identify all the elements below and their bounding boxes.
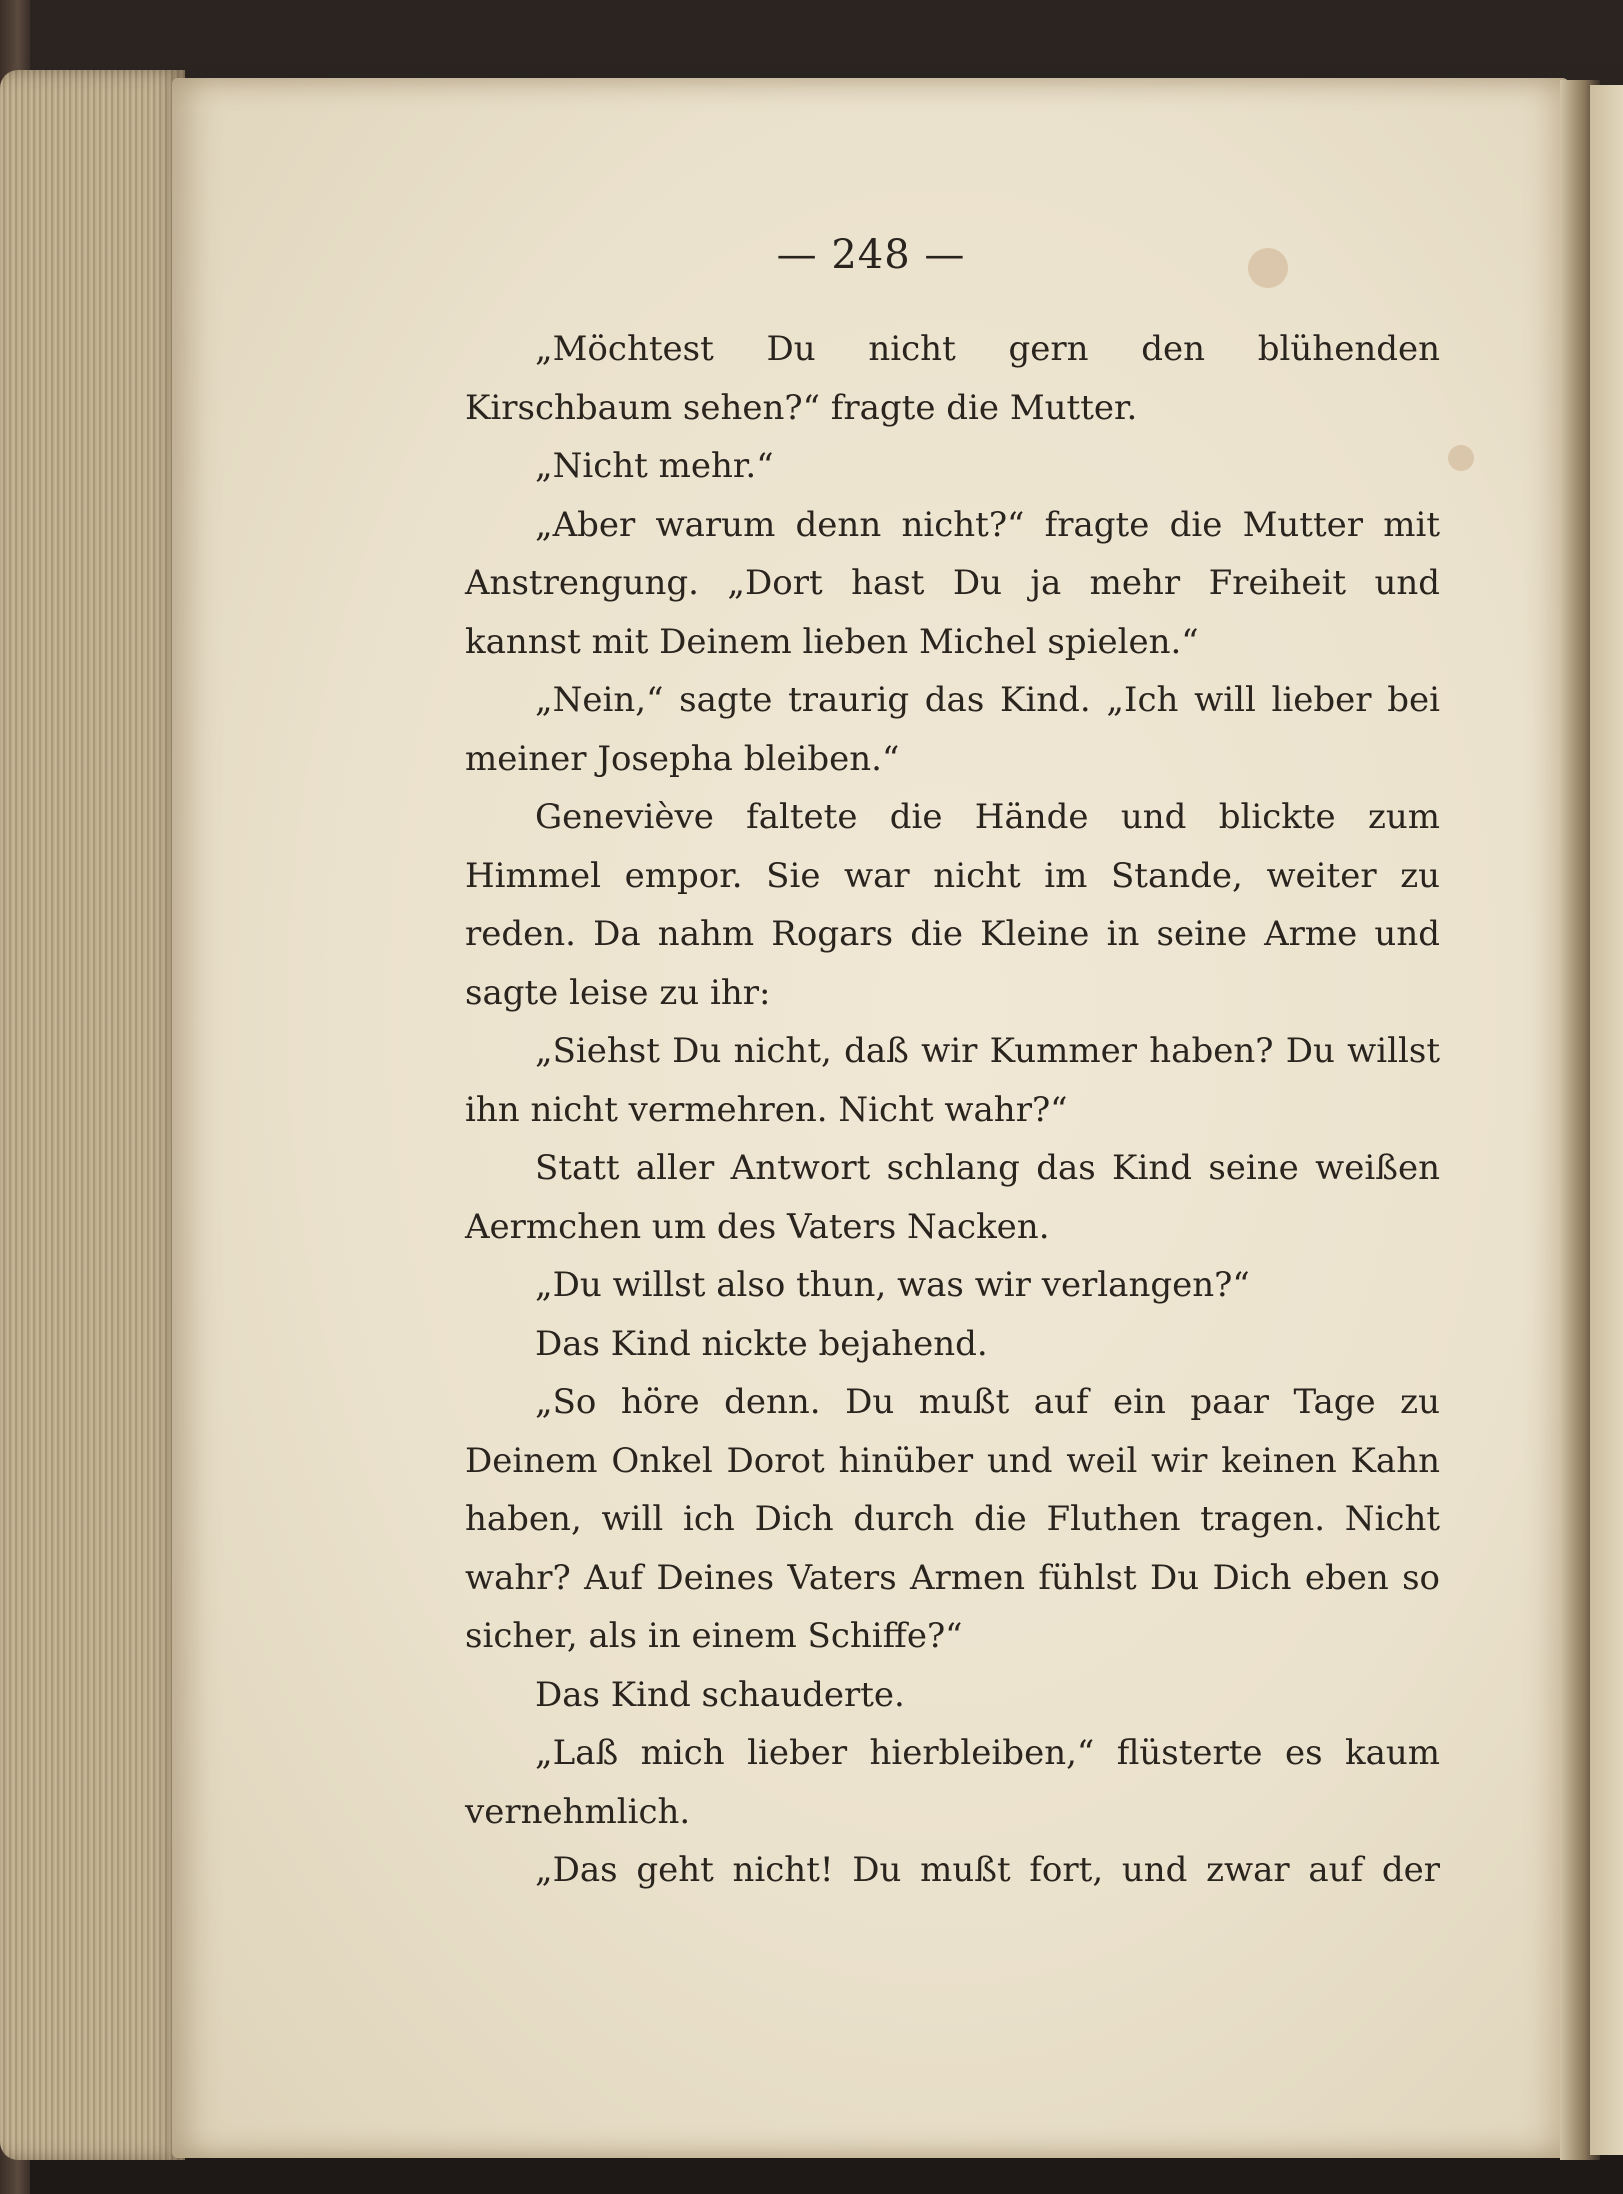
paragraph: Geneviève faltete die Hände und blickte zum Himmel empor. Sie war nicht im Stande, weiter zu reden. Da nahm Rogars die Kleine in seine Arme und sagte leise zu ihr: xyxy=(465,797,1440,1013)
facing-page-edge xyxy=(1590,85,1623,2155)
paragraph: „Nein,“ sagte traurig das Kind. „Ich will lieber bei meiner Josepha bleiben.“ xyxy=(465,680,1440,779)
body-text xyxy=(465,320,1440,1900)
paragraph: „Nicht mehr.“ xyxy=(535,446,774,486)
page-edges xyxy=(0,70,185,2160)
paragraph: „Aber warum denn nicht?“ fragte die Mutter mit Anstrengung. „Dort hast Du ja mehr Freiheit und kannst mit Deinem lieben Michel spielen.“ xyxy=(465,504,1440,662)
paragraph: „Möchtest Du nicht gern den blühenden Kirschbaum sehen?“ fragte die Mutter. xyxy=(465,329,1440,428)
paragraph: Statt aller Antwort schlang das Kind seine weißen Aermchen um des Vaters Nacken. xyxy=(465,1148,1440,1247)
paragraph: Das Kind schauderte. xyxy=(535,1674,905,1715)
foxing-spot xyxy=(1448,445,1474,471)
paragraph: „So höre denn. Du mußt auf ein paar Tage zu Deinem Onkel Dorot hinüber und weil wir keinen Kahn haben, will ich Dich durch die Fluthen tragen. Nicht wahr? Auf Deines Vaters Armen fühlst Du Dich eben so sicher, als in einem Schiffe?“ xyxy=(465,1382,1440,1656)
paragraph: „Laß mich lieber hierbleiben,“ flüsterte es kaum vernehmlich. xyxy=(465,1733,1440,1832)
paragraph: „Du willst also thun, was wir verlangen?“ xyxy=(535,1265,1250,1305)
paragraph: „Das geht nicht! Du mußt fort, und zwar auf der xyxy=(535,1850,1440,1890)
paragraph: Das Kind nickte bejahend. xyxy=(535,1323,988,1364)
paragraph: „Siehst Du nicht, daß wir Kummer haben? Du willst ihn nicht vermehren. Nicht wahr?“ xyxy=(465,1031,1440,1130)
page-number: — 248 — xyxy=(776,232,966,278)
